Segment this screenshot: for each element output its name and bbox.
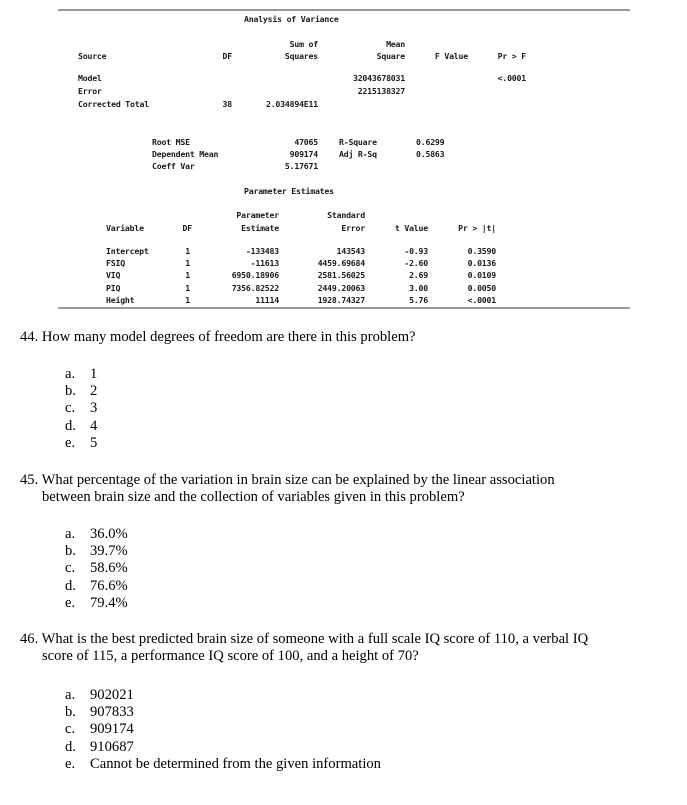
estimate-cell: -133483: [245, 246, 279, 256]
option-text: 3: [90, 400, 98, 417]
root-mse-label: Root MSE: [152, 137, 190, 147]
option-letter: a.: [65, 526, 76, 542]
question-text: 44. How many model degrees of freedom are there in this problem?: [20, 329, 416, 345]
option-text: 910687: [90, 738, 134, 755]
coeff-var-label: Coeff Var: [152, 161, 195, 171]
option-letter: d.: [65, 417, 76, 434]
option-text: 36.0%: [90, 526, 128, 542]
col-ms-2: Square: [376, 51, 405, 61]
question-text: 45. What percentage of the variation in brain size can be explained by the linear association: [20, 472, 555, 488]
option-letter: e.: [65, 594, 76, 611]
df-cell: 1: [185, 295, 190, 305]
df-cell: 1: [185, 283, 190, 293]
p-cell: 0.0136: [467, 258, 496, 268]
question-text: 46. What is the best predicted brain size of someone with a full scale IQ score of 110, a verbal IQ: [20, 631, 589, 647]
option-letter: c.: [65, 560, 76, 577]
se-cell: 2581.56025: [317, 270, 365, 280]
ss-cell: 2.034894E11: [265, 99, 318, 109]
option-letter: e.: [65, 755, 76, 772]
option-text: Cannot be determined from the given information: [90, 755, 381, 772]
col-est-1: Parameter: [236, 210, 279, 220]
option-text: 902021: [90, 687, 134, 703]
col-ms-1: Mean: [386, 39, 405, 49]
variable-cell: PIQ: [106, 283, 121, 293]
source-cell: Error: [78, 86, 102, 96]
estimate-cell: 6950.18906: [231, 270, 279, 280]
option-text: 907833: [90, 704, 134, 721]
p-cell: 0.3590: [467, 246, 496, 256]
df-cell: 1: [185, 270, 190, 280]
estimate-cell: -11613: [250, 258, 279, 268]
p-cell: 0.0050: [467, 283, 496, 293]
col-ss-2: Squares: [284, 51, 318, 61]
option-letter: b.: [65, 383, 76, 400]
df-cell: 1: [185, 258, 190, 268]
option-text: 2: [90, 383, 98, 400]
adj-rsq-label: Adj R-Sq: [339, 149, 377, 159]
col-se-2: Error: [341, 223, 365, 233]
col-se-1: Standard: [327, 210, 365, 220]
option-letter: a.: [65, 687, 76, 703]
ms-cell: 32043678031: [352, 73, 405, 83]
rsq-label: R-Square: [339, 137, 377, 147]
se-cell: 143543: [336, 246, 365, 256]
question-text: between brain size and the collection of variables given in this problem?: [42, 489, 465, 505]
dep-mean-value: 909174: [289, 149, 318, 159]
divider-bottom: [58, 307, 630, 309]
col-f: F Value: [434, 51, 468, 61]
option-letter: a.: [65, 366, 76, 382]
option-text: 4: [90, 417, 98, 434]
divider-top: [58, 9, 630, 11]
t-cell: 2.69: [409, 270, 428, 280]
option-text: 1: [90, 366, 98, 382]
params-title: Parameter Estimates: [244, 186, 334, 196]
option-letter: b.: [65, 543, 76, 560]
t-cell: -0.93: [404, 246, 428, 256]
p-cell: 0.0109: [467, 270, 496, 280]
col-variable: Variable: [106, 223, 144, 233]
col-est-2: Estimate: [241, 223, 279, 233]
coeff-var-value: 5.17671: [284, 161, 318, 171]
source-cell: Model: [78, 73, 102, 83]
option-letter: e.: [65, 434, 76, 451]
dep-mean-label: Dependent Mean: [152, 149, 219, 159]
estimate-cell: 7356.82522: [231, 283, 279, 293]
col-df: DF: [182, 223, 192, 233]
option-letter: b.: [65, 704, 76, 721]
se-cell: 4459.69684: [317, 258, 365, 268]
anova-title: Analysis of Variance: [244, 14, 339, 24]
question-text: score of 115, a performance IQ score of 100, and a height of 70?: [42, 648, 419, 664]
df-cell: 38: [222, 99, 232, 109]
se-cell: 1928.74327: [317, 295, 365, 305]
source-cell: Corrected Total: [78, 99, 149, 109]
variable-cell: FSIQ: [106, 258, 125, 268]
t-cell: -2.60: [404, 258, 428, 268]
option-letter: c.: [65, 400, 76, 417]
t-cell: 5.76: [409, 295, 428, 305]
variable-cell: Intercept: [106, 246, 149, 256]
option-text: 5: [90, 434, 98, 451]
col-p: Pr > |t|: [458, 223, 496, 233]
col-source: Source: [78, 51, 107, 61]
option-letter: c.: [65, 721, 76, 738]
p-cell: <.0001: [467, 295, 496, 305]
se-cell: 2449.20063: [317, 283, 365, 293]
t-cell: 3.00: [409, 283, 428, 293]
root-mse-value: 47065: [294, 137, 318, 147]
option-text: 76.6%: [90, 577, 128, 594]
variable-cell: VIQ: [106, 270, 121, 280]
option-letter: d.: [65, 577, 76, 594]
rsq-value: 0.6299: [416, 137, 445, 147]
option-text: 909174: [90, 721, 134, 738]
df-cell: 1: [185, 246, 190, 256]
option-text: 58.6%: [90, 560, 128, 577]
col-p: Pr > F: [497, 51, 526, 61]
ms-cell: 2215138327: [357, 86, 405, 96]
estimate-cell: 11114: [255, 295, 279, 305]
col-ss-1: Sum of: [289, 39, 318, 49]
p-cell: <.0001: [497, 73, 526, 83]
option-letter: d.: [65, 738, 76, 755]
col-t: t Value: [394, 223, 428, 233]
variable-cell: Height: [106, 295, 135, 305]
option-text: 79.4%: [90, 594, 128, 611]
col-df: DF: [222, 51, 232, 61]
adj-rsq-value: 0.5863: [416, 149, 445, 159]
option-text: 39.7%: [90, 543, 128, 560]
